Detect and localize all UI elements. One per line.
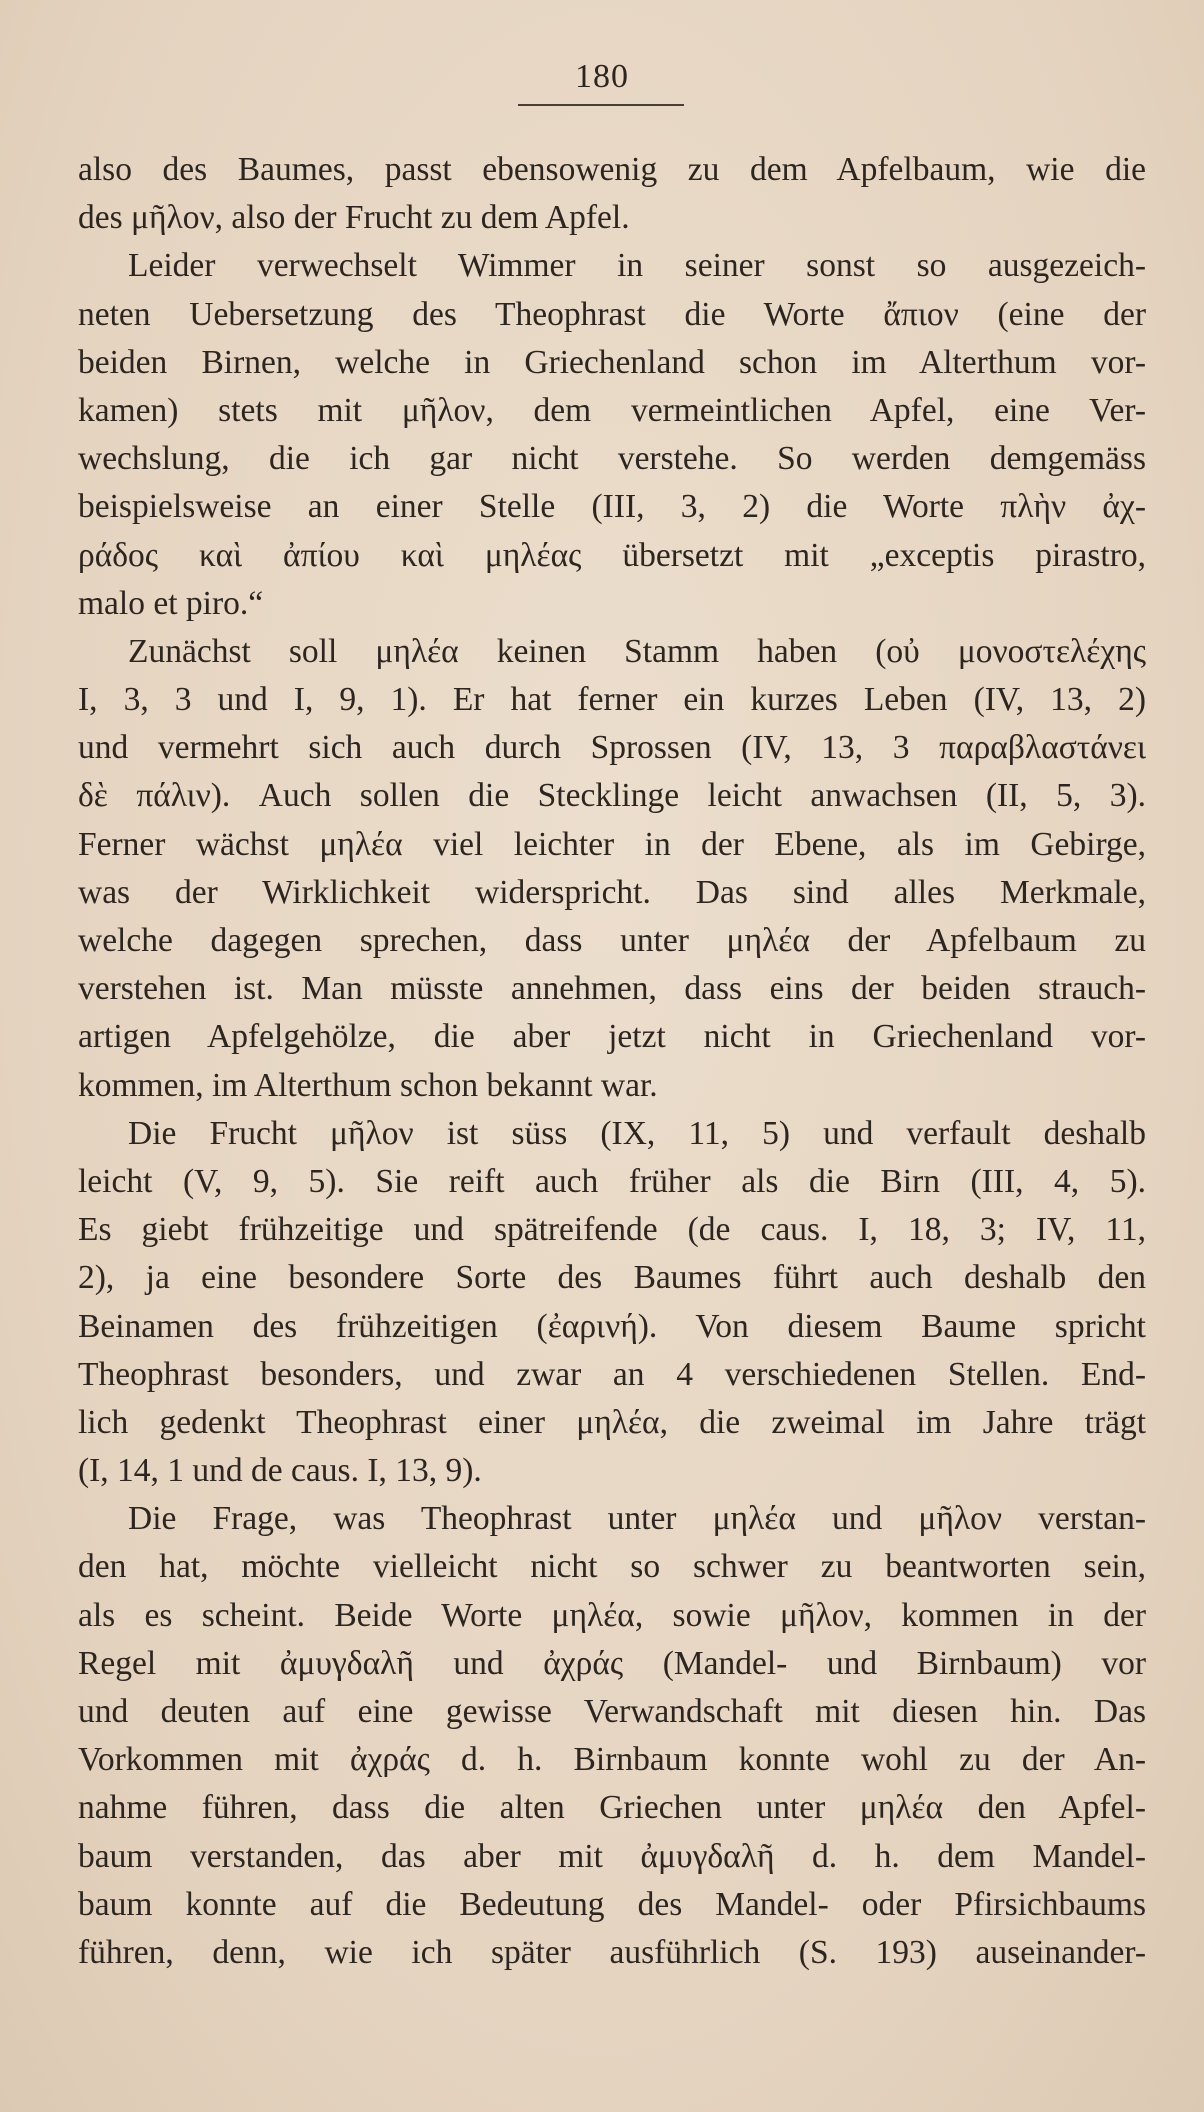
text-line: den hat, möchte vielleicht nicht so schwer zu beantworten sein, — [78, 1548, 1146, 1586]
text-line: lich gedenkt Theophrast einer μηλέα, die zweimal im Jahre trägt — [78, 1403, 1146, 1441]
text-line: Die Frucht μῆλον ist süss (IX, 11, 5) und verfault deshalb — [128, 1114, 1146, 1152]
text-line: (I, 14, 1 und de caus. I, 13, 9). — [78, 1452, 482, 1490]
text-line: Theophrast besonders, und zwar an 4 verschiedenen Stellen. End- — [78, 1355, 1146, 1393]
page-number: 180 — [575, 58, 629, 95]
text-line: Regel mit ἀμυγδαλῆ und ἀχράς (Mandel- und Birnbaum) vor — [78, 1644, 1146, 1682]
text-line: also des Baumes, passt ebensowenig zu dem Apfelbaum, wie die — [78, 151, 1146, 188]
text-line: Ferner wächst μηλέα viel leichter in der Ebene, als im Gebirge, — [78, 825, 1146, 863]
text-line: kamen) stets mit μῆλον, dem vermeintlichen Apfel, eine Ver- — [78, 391, 1146, 429]
text-line: als es scheint. Beide Worte μηλέα, sowie μῆλον, kommen in der — [78, 1596, 1146, 1634]
text-line: des μῆλον, also der Frucht zu dem Apfel. — [78, 199, 630, 237]
text-line: artigen Apfelgehölze, die aber jetzt nicht in Griechenland vor- — [78, 1018, 1146, 1056]
text-line: kommen, im Alterthum schon bekannt war. — [78, 1066, 658, 1104]
text-line: und vermehrt sich auch durch Sprossen (IV, 13, 3 παραβλαστάνει — [78, 729, 1146, 767]
text-line: neten Uebersetzung des Theophrast die Worte ἄπιον (eine der — [78, 295, 1146, 333]
text-line: und deuten auf eine gewisse Verwandschaft mit diesen hin. Das — [78, 1693, 1146, 1730]
text-line: baum konnte auf die Bedeutung des Mandel- oder Pfirsichbaums — [78, 1885, 1146, 1923]
text-line: welche dagegen sprechen, dass unter μηλέα der Apfelbaum zu — [78, 922, 1146, 959]
text-line: verstehen ist. Man müsste annehmen, dass eins der beiden strauch- — [78, 970, 1146, 1008]
text-line: wechslung, die ich gar nicht verstehe. So werden demgemäss — [78, 440, 1146, 478]
body-text — [78, 146, 1146, 1977]
text-line: I, 3, 3 und I, 9, 1). Er hat ferner ein kurzes Leben (IV, 13, 2) — [78, 681, 1146, 719]
text-line: nahme führen, dass die alten Griechen unter μηλέα den Apfel- — [78, 1789, 1146, 1827]
text-line: Beinamen des frühzeitigen (ἐαρινή). Von diesem Baume spricht — [78, 1307, 1146, 1345]
text-line: Die Frage, was Theophrast unter μηλέα und μῆλον verstan- — [128, 1500, 1146, 1538]
text-line: δὲ πάλιν). Auch sollen die Stecklinge leicht anwachsen (II, 5, 3). — [78, 777, 1146, 815]
text-line: Leider verwechselt Wimmer in seiner sonst so ausgezeich- — [128, 247, 1146, 285]
text-line: Zunächst soll μηλέα keinen Stamm haben (οὐ μονοστελέχης — [128, 632, 1146, 670]
text-line: malo et piro.“ — [78, 584, 264, 622]
text-line: was der Wirklichkeit widerspricht. Das sind alles Merkmale, — [78, 873, 1146, 911]
text-line: führen, denn, wie ich später ausführlich (S. 193) auseinander- — [78, 1933, 1146, 1971]
text-line: 2), ja eine besondere Sorte des Baumes führt auch deshalb den — [78, 1259, 1146, 1297]
text-line: ράδος καὶ ἀπίου καὶ μηλέας übersetzt mit „exceptis pirastro, — [78, 536, 1146, 574]
text-line: baum verstanden, das aber mit ἀμυγδαλῆ d. h. dem Mandel- — [78, 1837, 1146, 1875]
text-line: beispielsweise an einer Stelle (III, 3, 2) die Worte πλὴν ἀχ- — [78, 488, 1146, 526]
text-line: Vorkommen mit ἀχράς d. h. Birnbaum konnte wohl zu der An- — [78, 1741, 1146, 1779]
text-line: beiden Birnen, welche in Griechenland schon im Alterthum vor- — [78, 343, 1146, 381]
text-line: leicht (V, 9, 5). Sie reift auch früher als die Birn (III, 4, 5). — [78, 1162, 1146, 1200]
header-rule — [518, 104, 684, 106]
text-line: Es giebt frühzeitige und spätreifende (de caus. I, 18, 3; IV, 11, — [78, 1211, 1146, 1249]
